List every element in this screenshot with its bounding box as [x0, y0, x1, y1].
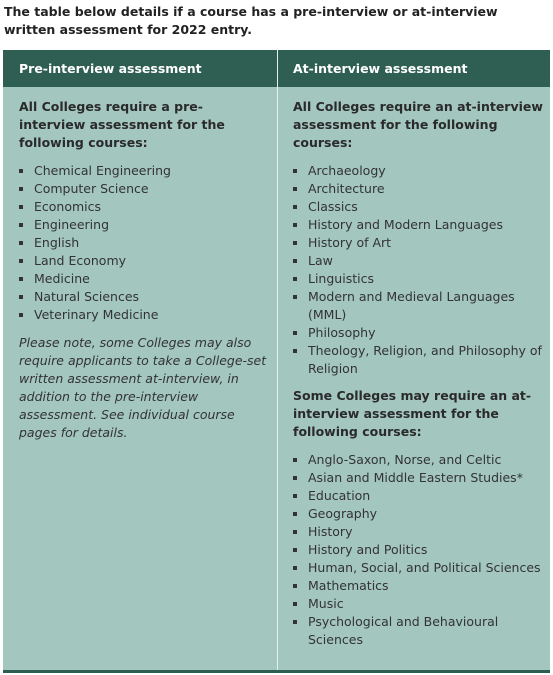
- list-item: [293, 342, 543, 378]
- list-item: [293, 252, 543, 270]
- bullet-icon: [19, 187, 23, 191]
- list-item: [19, 288, 269, 306]
- bullet-icon: [19, 313, 23, 317]
- list-item: [293, 469, 543, 487]
- pre-interview-column: [19, 87, 269, 442]
- bullet-icon: [19, 169, 23, 173]
- pre-interview-note: Please note, some Colleges may also require applicants to take a College-set written assessment at-interview, in addition to the pre-interview assessment. See individual course pages for details.: [19, 335, 267, 440]
- course-name: Anglo-Saxon, Norse, and Celtic: [308, 452, 502, 467]
- course-name: History and Modern Languages: [308, 217, 504, 232]
- course-name: Archaeology: [308, 163, 386, 178]
- header-at-interview: At-interview assessment: [293, 61, 468, 76]
- course-name: Natural Sciences: [34, 289, 140, 304]
- course-name: Engineering: [34, 217, 109, 232]
- header-pre-interview: Pre-interview assessment: [19, 61, 202, 76]
- course-name: Medicine: [34, 271, 90, 286]
- bullet-icon: [19, 223, 23, 227]
- bullet-icon: [19, 241, 23, 245]
- list-item: [293, 270, 543, 288]
- list-item: [293, 577, 543, 595]
- bullet-icon: [293, 512, 297, 516]
- bullet-icon: [293, 349, 297, 353]
- list-item: [293, 451, 543, 469]
- bullet-icon: [293, 169, 297, 173]
- list-item: [19, 216, 269, 234]
- pre-interview-heading: All Colleges require a pre-interview assessment for the following courses:: [19, 99, 225, 150]
- course-name: Land Economy: [34, 253, 127, 268]
- list-item: [293, 324, 543, 342]
- course-name: History and Politics: [308, 542, 428, 557]
- list-item: [19, 270, 269, 288]
- bullet-icon: [293, 476, 297, 480]
- bullet-icon: [19, 277, 23, 281]
- at-interview-column: [293, 87, 543, 649]
- list-item: [293, 505, 543, 523]
- course-name: Asian and Middle Eastern Studies*: [308, 470, 523, 485]
- list-item: [19, 252, 269, 270]
- bullet-icon: [293, 187, 297, 191]
- list-item: [293, 613, 543, 649]
- course-name: Psychological and Behavioural Sciences: [308, 614, 499, 647]
- list-item: [293, 216, 543, 234]
- bullet-icon: [293, 241, 297, 245]
- course-name: Classics: [308, 199, 358, 214]
- at-interview-optional-course-list: [293, 451, 543, 649]
- bullet-icon: [293, 530, 297, 534]
- bullet-icon: [293, 548, 297, 552]
- list-item: [293, 559, 543, 577]
- list-item: [293, 595, 543, 613]
- course-name: Architecture: [308, 181, 385, 196]
- bullet-icon: [293, 458, 297, 462]
- course-name: History of Art: [308, 235, 392, 250]
- list-item: [293, 198, 543, 216]
- pre-interview-course-list: [19, 162, 269, 324]
- bullet-icon: [293, 620, 297, 624]
- list-item: [19, 234, 269, 252]
- bullet-icon: [293, 566, 297, 570]
- bullet-icon: [19, 295, 23, 299]
- bullet-icon: [293, 277, 297, 281]
- at-interview-heading: All Colleges require an at-interview assessment for the following courses:: [293, 99, 543, 150]
- course-name: Chemical Engineering: [34, 163, 171, 178]
- course-name: Music: [308, 596, 344, 611]
- course-name: Theology, Religion, and Philosophy of Religion: [308, 343, 542, 376]
- list-item: [293, 162, 543, 180]
- bullet-icon: [293, 259, 297, 263]
- list-item: [19, 306, 269, 324]
- bullet-icon: [293, 494, 297, 498]
- list-item: [19, 198, 269, 216]
- bullet-icon: [19, 259, 23, 263]
- list-item: [293, 541, 543, 559]
- list-item: [19, 162, 269, 180]
- course-name: Modern and Medieval Languages (MML): [308, 289, 515, 322]
- bullet-icon: [19, 205, 23, 209]
- course-name: Mathematics: [308, 578, 389, 593]
- at-interview-course-list: [293, 162, 543, 378]
- course-name: History: [308, 524, 353, 539]
- course-name: Computer Science: [34, 181, 149, 196]
- list-item: [19, 180, 269, 198]
- bullet-icon: [293, 602, 297, 606]
- bullet-icon: [293, 584, 297, 588]
- list-item: [293, 234, 543, 252]
- column-divider: [277, 50, 278, 670]
- course-name: Linguistics: [308, 271, 374, 286]
- list-item: [293, 180, 543, 198]
- course-name: Philosophy: [308, 325, 376, 340]
- intro-text: The table below details if a course has a pre-interview or at-interview written assessment for 2022 entry.: [4, 4, 498, 37]
- bullet-icon: [293, 223, 297, 227]
- course-name: Human, Social, and Political Sciences: [308, 560, 541, 575]
- bullet-icon: [293, 205, 297, 209]
- list-item: [293, 523, 543, 541]
- list-item: [293, 288, 543, 324]
- bullet-icon: [293, 331, 297, 335]
- course-name: Education: [308, 488, 371, 503]
- course-name: English: [34, 235, 80, 250]
- at-interview-optional-heading: Some Colleges may require an at-interview assessment for the following courses:: [293, 388, 532, 439]
- list-item: [293, 487, 543, 505]
- assessment-table: [3, 50, 550, 673]
- course-name: Economics: [34, 199, 102, 214]
- course-name: Veterinary Medicine: [34, 307, 159, 322]
- bullet-icon: [293, 295, 297, 299]
- course-name: Law: [308, 253, 333, 268]
- course-name: Geography: [308, 506, 378, 521]
